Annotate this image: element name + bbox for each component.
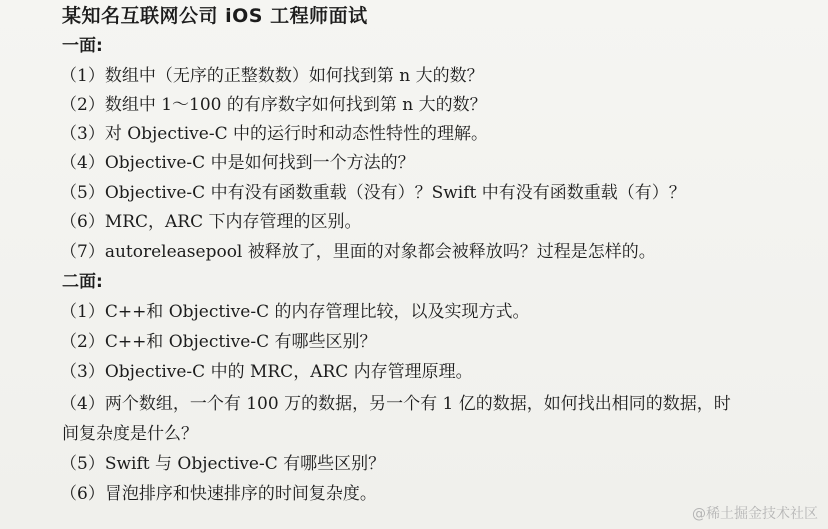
round-one-heading: 一面: (62, 36, 103, 56)
round-two-question-4: （4）两个数组，一个有 100 万的数据，另一个有 1 亿的数据，如何找出相同的数据，时 (60, 394, 731, 414)
round-two-question-2: （2）C++和 Objective-C 有哪些区别？ (60, 332, 377, 352)
document-title: 某知名互联网公司 iOS 工程师面试 (62, 5, 368, 27)
round-two-question-1: （1）C++和 Objective-C 的内存管理比较，以及实现方式。 (60, 302, 530, 322)
round-two-question-3: （3）Objective-C 中的 MRC，ARC 内存管理原理。 (60, 362, 473, 382)
round-two-question-6: （6）冒泡排序和快速排序的时间复杂度。 (60, 484, 377, 504)
round-one-question-4: （4）Objective-C 中是如何找到一个方法的？ (60, 153, 415, 173)
round-one-question-1: （1）数组中（无序的正整数数）如何找到第 n 大的数？ (60, 66, 484, 86)
round-one-question-7: （7）autoreleasepool 被释放了，里面的对象都会被释放吗？过程是怎样的。 (60, 242, 656, 262)
round-one-question-3: （3）对 Objective-C 中的运行时和动态性特性的理解。 (60, 124, 488, 144)
watermark-text: @稀土掘金技术社区 (692, 506, 818, 522)
round-two-question-4-continued: 间复杂度是什么？ (62, 424, 198, 444)
round-one-question-2: （2）数组中 1～100 的有序数字如何找到第 n 大的数？ (60, 95, 487, 115)
round-two-heading: 二面: (62, 272, 103, 292)
round-one-question-6: （6）MRC，ARC 下内存管理的区别。 (60, 212, 362, 232)
round-one-question-5: （5）Objective-C 中有没有函数重载（没有）？Swift 中有没有函数重载（有）？ (60, 183, 686, 203)
round-two-question-5: （5）Swift 与 Objective-C 有哪些区别？ (60, 454, 386, 474)
